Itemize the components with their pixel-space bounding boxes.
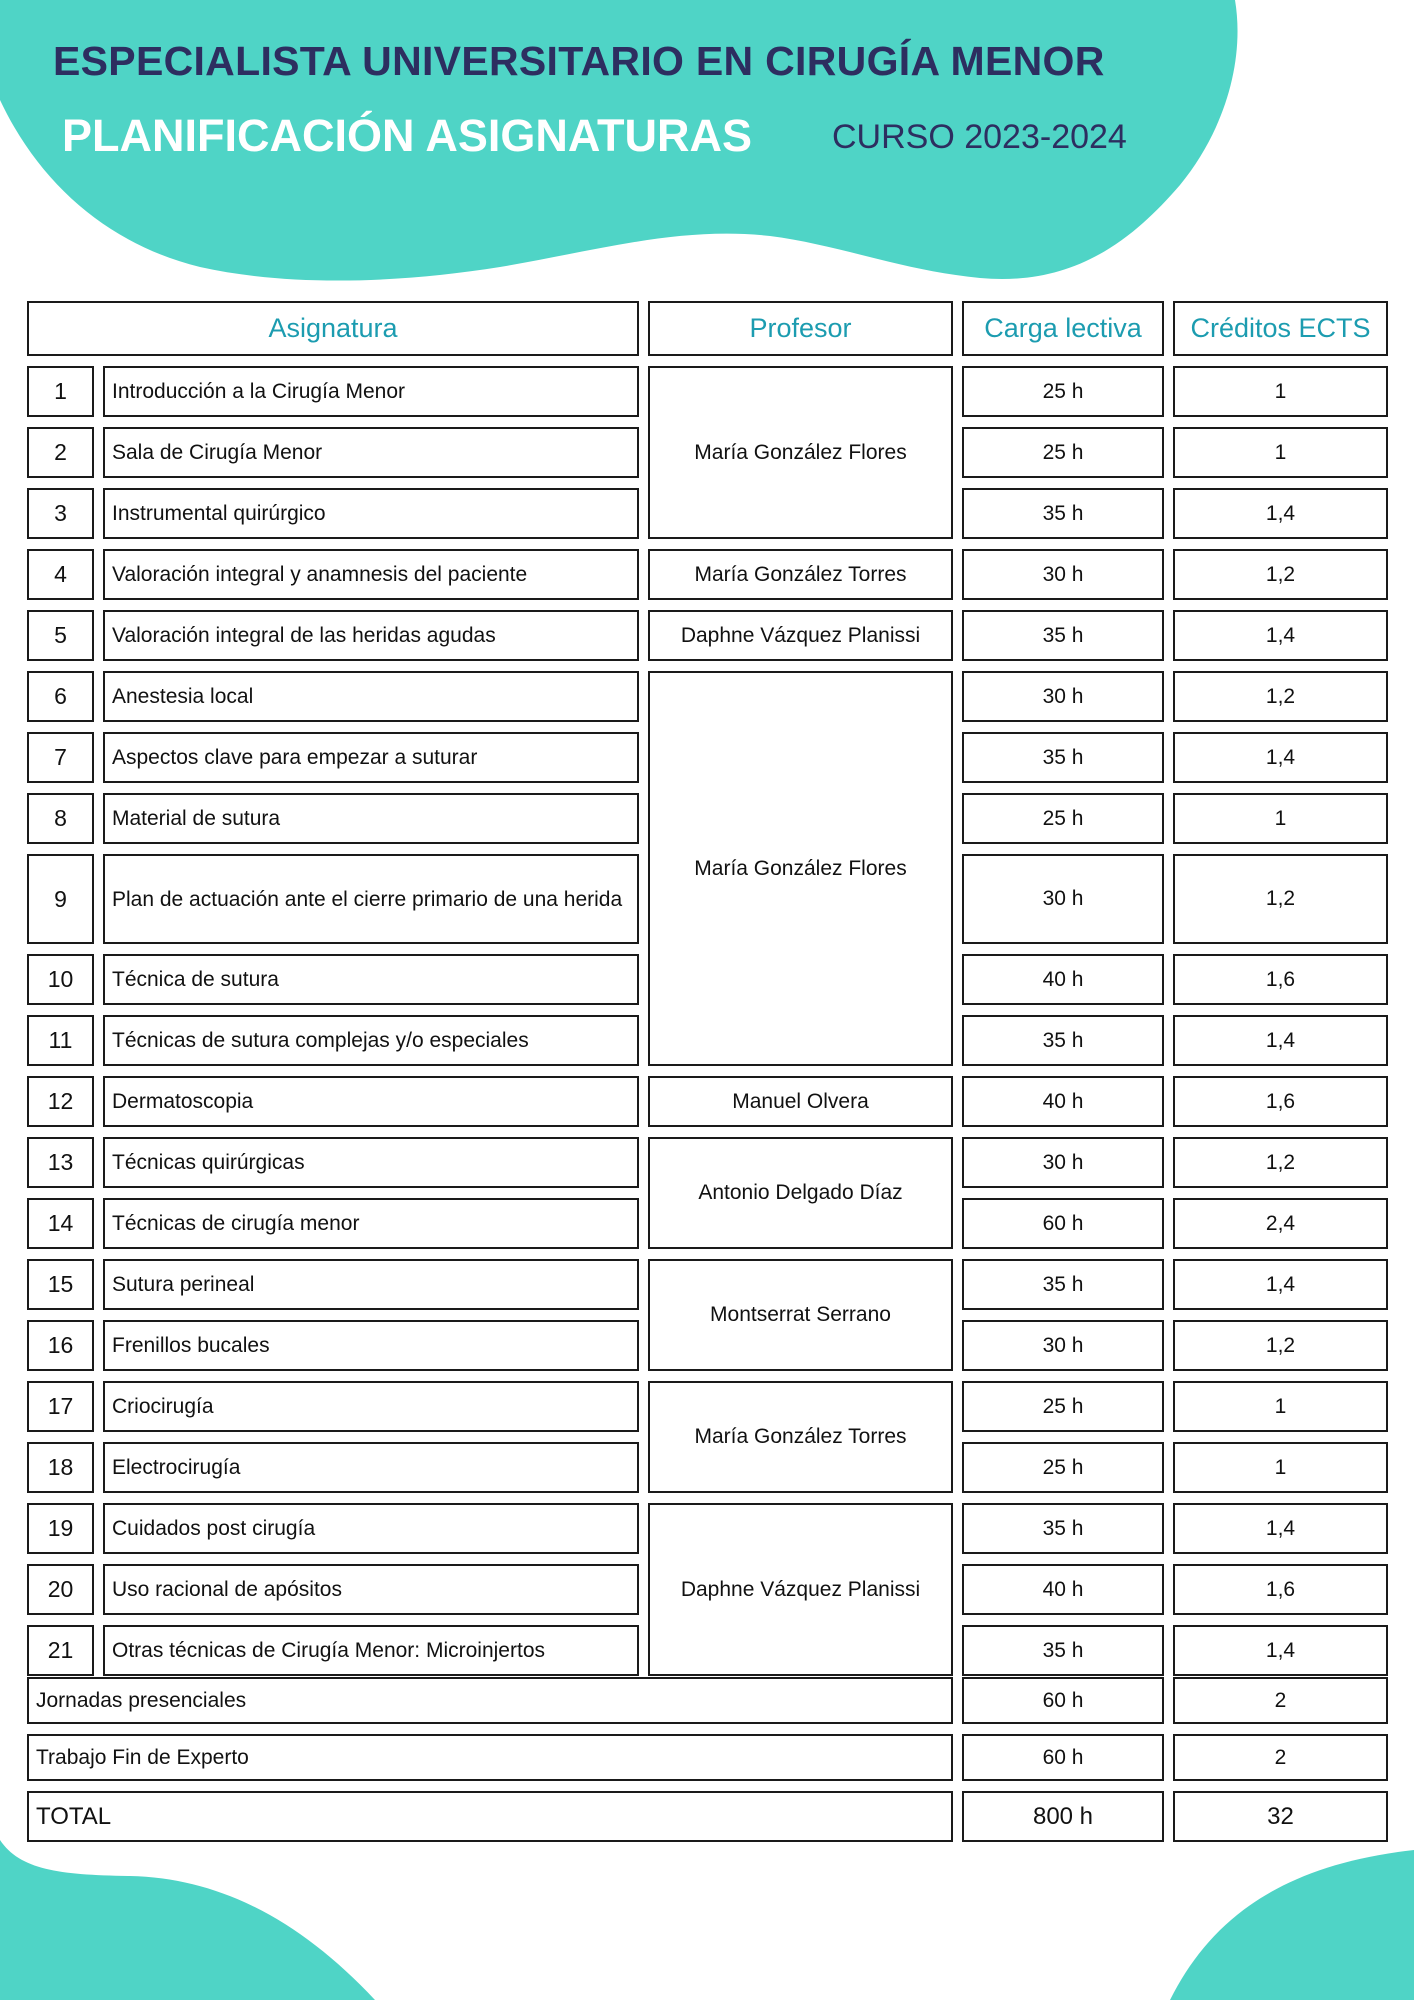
row-number: 11 [27,1015,94,1066]
ects-value: 1,4 [1173,488,1388,539]
row-number: 10 [27,954,94,1005]
bottom-left-teal-shape [0,1830,380,2000]
hours-value: 35 h [962,732,1164,783]
extra-row-hours: 60 h [962,1734,1164,1781]
column-header-ects: Créditos ECTS [1173,301,1388,356]
ects-value: 1,2 [1173,1320,1388,1371]
subject-name: Plan de actuación ante el cierre primario de una herida [103,854,639,944]
ects-value: 1,4 [1173,610,1388,661]
bottom-left-teal-shape-path [0,1840,375,2000]
ects-value: 1,4 [1173,732,1388,783]
ects-value: 1,2 [1173,671,1388,722]
course-label: CURSO 2023-2024 [832,118,1127,156]
row-number: 4 [27,549,94,600]
hours-value: 35 h [962,610,1164,661]
ects-value: 1 [1173,793,1388,844]
subject-name: Sala de Cirugía Menor [103,427,639,478]
teacher-name: Manuel Olvera [648,1076,953,1127]
hours-value: 35 h [962,1503,1164,1554]
extra-row-label: Trabajo Fin de Experto [27,1734,953,1781]
subject-name: Instrumental quirúrgico [103,488,639,539]
row-number: 8 [27,793,94,844]
ects-value: 1 [1173,366,1388,417]
subject-name: Otras técnicas de Cirugía Menor: Microinjertos [103,1625,639,1676]
hours-value: 35 h [962,488,1164,539]
bottom-right-teal-shape-path [1170,1850,1414,2000]
hours-value: 30 h [962,854,1164,944]
row-number: 18 [27,1442,94,1493]
row-number: 20 [27,1564,94,1615]
ects-value: 1,4 [1173,1625,1388,1676]
ects-value: 1,2 [1173,549,1388,600]
subject-name: Técnicas quirúrgicas [103,1137,639,1188]
row-number: 1 [27,366,94,417]
hours-value: 25 h [962,793,1164,844]
bottom-right-teal-shape [1170,1830,1414,2000]
ects-value: 1,4 [1173,1259,1388,1310]
subject-name: Material de sutura [103,793,639,844]
subject-name: Electrocirugía [103,1442,639,1493]
row-number: 13 [27,1137,94,1188]
hours-value: 30 h [962,549,1164,600]
teacher-name: María González Torres [648,549,953,600]
extra-row-label: Jornadas presenciales [27,1677,953,1724]
teacher-name: María González Flores [648,366,953,539]
teacher-name: Montserrat Serrano [648,1259,953,1371]
subject-name: Dermatoscopia [103,1076,639,1127]
total-ects: 32 [1173,1791,1388,1842]
hours-value: 25 h [962,366,1164,417]
teacher-name: María González Flores [648,671,953,1066]
ects-value: 2,4 [1173,1198,1388,1249]
row-number: 17 [27,1381,94,1432]
subject-name: Uso racional de apósitos [103,1564,639,1615]
ects-value: 1 [1173,427,1388,478]
total-label: TOTAL [27,1791,953,1842]
teacher-name: María González Torres [648,1381,953,1493]
subject-name: Valoración integral y anamnesis del paciente [103,549,639,600]
subject-name: Cuidados post cirugía [103,1503,639,1554]
extra-row-ects: 2 [1173,1734,1388,1781]
row-number: 16 [27,1320,94,1371]
ects-value: 1,2 [1173,1137,1388,1188]
row-number: 5 [27,610,94,661]
hours-value: 40 h [962,1564,1164,1615]
row-number: 2 [27,427,94,478]
teacher-name: Daphne Vázquez Planissi [648,610,953,661]
subject-name: Anestesia local [103,671,639,722]
hours-value: 60 h [962,1198,1164,1249]
ects-value: 1 [1173,1442,1388,1493]
row-number: 6 [27,671,94,722]
subject-name: Técnicas de sutura complejas y/o especiales [103,1015,639,1066]
hours-value: 30 h [962,1137,1164,1188]
row-number: 9 [27,854,94,944]
total-hours: 800 h [962,1791,1164,1842]
hours-value: 25 h [962,1381,1164,1432]
row-number: 14 [27,1198,94,1249]
column-header-hours: Carga lectiva [962,301,1164,356]
subject-name: Técnica de sutura [103,954,639,1005]
page-title: ESPECIALISTA UNIVERSITARIO EN CIRUGÍA MENOR [53,38,1105,84]
subject-name: Sutura perineal [103,1259,639,1310]
teacher-name: Antonio Delgado Díaz [648,1137,953,1249]
row-number: 15 [27,1259,94,1310]
row-number: 19 [27,1503,94,1554]
subject-name: Aspectos clave para empezar a suturar [103,732,639,783]
hours-value: 40 h [962,1076,1164,1127]
row-number: 7 [27,732,94,783]
subject-name: Criocirugía [103,1381,639,1432]
subject-name: Valoración integral de las heridas agudas [103,610,639,661]
row-number: 21 [27,1625,94,1676]
ects-value: 1,4 [1173,1015,1388,1066]
row-number: 12 [27,1076,94,1127]
hours-value: 35 h [962,1625,1164,1676]
hours-value: 40 h [962,954,1164,1005]
hours-value: 25 h [962,427,1164,478]
hours-value: 25 h [962,1442,1164,1493]
hours-value: 30 h [962,1320,1164,1371]
hours-value: 35 h [962,1015,1164,1066]
ects-value: 1,6 [1173,954,1388,1005]
extra-row-ects: 2 [1173,1677,1388,1724]
subject-name: Frenillos bucales [103,1320,639,1371]
ects-value: 1,4 [1173,1503,1388,1554]
teacher-name: Daphne Vázquez Planissi [648,1503,953,1676]
row-number: 3 [27,488,94,539]
subject-name: Introducción a la Cirugía Menor [103,366,639,417]
page-subtitle: PLANIFICACIÓN ASIGNATURAS [62,110,752,161]
extra-row-hours: 60 h [962,1677,1164,1724]
ects-value: 1,6 [1173,1564,1388,1615]
ects-value: 1,6 [1173,1076,1388,1127]
hours-value: 30 h [962,671,1164,722]
ects-value: 1,2 [1173,854,1388,944]
subject-name: Técnicas de cirugía menor [103,1198,639,1249]
ects-value: 1 [1173,1381,1388,1432]
column-header-teacher: Profesor [648,301,953,356]
hours-value: 35 h [962,1259,1164,1310]
column-header-subject: Asignatura [27,301,639,356]
